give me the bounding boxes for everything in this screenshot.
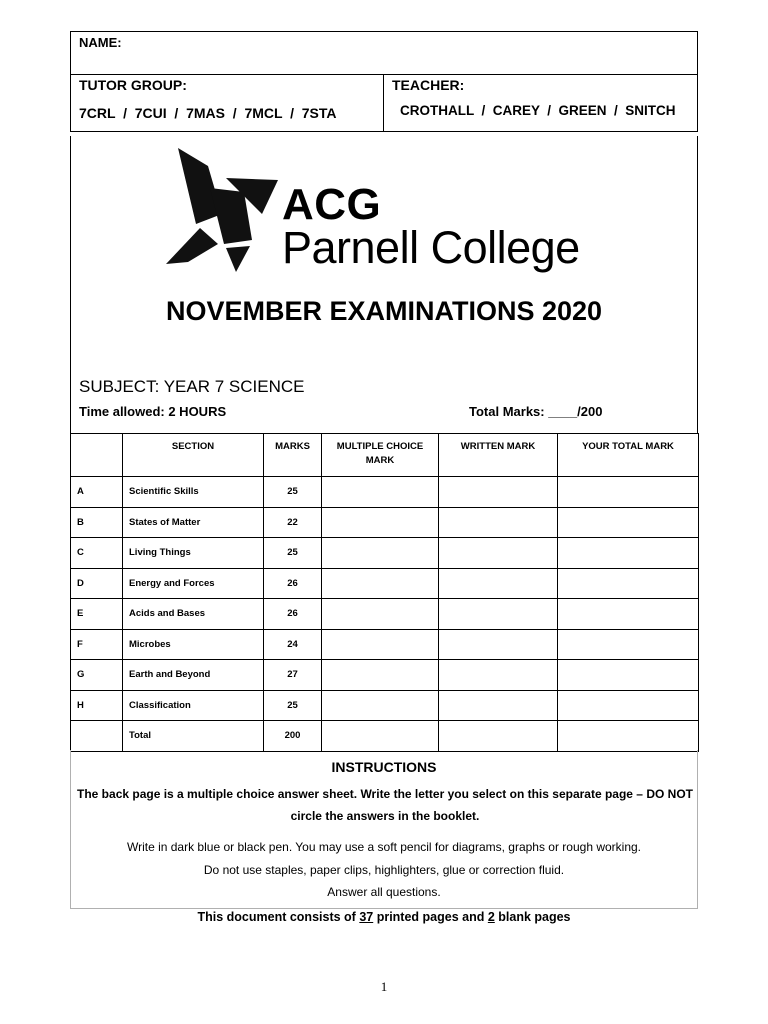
your-total-cell[interactable]: [558, 477, 699, 508]
printed-pages-count: 37: [359, 910, 374, 924]
section-name: States of Matter: [123, 507, 264, 538]
table-row: [71, 660, 699, 691]
name-label: NAME:: [79, 35, 122, 50]
mc-mark-cell[interactable]: [322, 690, 439, 721]
teacher-cell[interactable]: [384, 75, 698, 132]
table-row: [71, 477, 699, 508]
page-count-statement: [0, 910, 768, 924]
your-total-cell[interactable]: [558, 599, 699, 630]
header-marks: MARKS: [264, 434, 322, 477]
sections-marks-table: [70, 433, 699, 752]
written-mark-cell[interactable]: [439, 660, 558, 691]
section-marks: 27: [264, 660, 322, 691]
section-name: Energy and Forces: [123, 568, 264, 599]
instructions-answer-all: Answer all questions.: [327, 885, 441, 899]
section-letter: [71, 721, 123, 752]
written-mark-cell[interactable]: [439, 599, 558, 630]
written-mark-cell[interactable]: [439, 507, 558, 538]
your-total-cell[interactable]: [558, 660, 699, 691]
teacher-label: TEACHER:: [392, 77, 465, 93]
page-number: 1: [380, 979, 388, 994]
table-row: [71, 629, 699, 660]
section-letter: A: [71, 477, 123, 508]
section-marks: 25: [264, 538, 322, 569]
page-count-suffix: blank pages: [494, 910, 571, 924]
table-row: [71, 568, 699, 599]
mc-mark-total-cell[interactable]: [322, 721, 439, 752]
written-mark-cell[interactable]: [439, 690, 558, 721]
college-logo-name: Parnell College: [282, 222, 580, 273]
section-marks: 24: [264, 629, 322, 660]
section-marks: 26: [264, 568, 322, 599]
section-letter: C: [71, 538, 123, 569]
star-logo-icon: [166, 148, 282, 272]
header-section: SECTION: [123, 434, 264, 477]
section-letter: D: [71, 568, 123, 599]
mc-mark-cell[interactable]: [322, 660, 439, 691]
mc-mark-cell[interactable]: [322, 568, 439, 599]
your-total-cell[interactable]: [558, 568, 699, 599]
section-marks: 25: [264, 477, 322, 508]
written-mark-total-cell[interactable]: [439, 721, 558, 752]
instructions-materials: Do not use staples, paper clips, highlighters, glue or correction fluid.: [203, 863, 565, 877]
your-total-cell[interactable]: [558, 538, 699, 569]
mc-mark-cell[interactable]: [322, 629, 439, 660]
header-your-total: YOUR TOTAL MARK: [558, 434, 699, 477]
table-header-row: [71, 434, 699, 477]
header-mc-line2: MARK: [365, 455, 395, 466]
header-mc-line1: MULTIPLE CHOICE: [336, 441, 424, 452]
table-total-row: [71, 721, 699, 752]
written-mark-cell[interactable]: [439, 629, 558, 660]
table-row: [71, 599, 699, 630]
tutor-group-options: 7CRL / 7CUI / 7MAS / 7MCL / 7STA: [79, 105, 337, 121]
instructions-title: INSTRUCTIONS: [331, 759, 437, 775]
tutor-group-cell[interactable]: [71, 75, 384, 132]
written-mark-cell[interactable]: [439, 538, 558, 569]
section-name: Microbes: [123, 629, 264, 660]
student-info-box: [70, 31, 698, 132]
page-count-middle: printed pages and: [373, 910, 488, 924]
mc-mark-cell[interactable]: [322, 477, 439, 508]
your-total-cell[interactable]: [558, 690, 699, 721]
header-letter: [71, 434, 123, 477]
time-allowed: Time allowed: 2 HOURS: [79, 404, 227, 419]
mc-mark-cell[interactable]: [322, 507, 439, 538]
instructions-pen: Write in dark blue or black pen. You may use a soft pencil for diagrams, graphs or rough working.: [126, 840, 642, 854]
blank-pages-count: 2: [487, 910, 495, 924]
tutor-group-label: TUTOR GROUP:: [79, 77, 187, 93]
section-marks: 25: [264, 690, 322, 721]
your-total-cell[interactable]: [558, 507, 699, 538]
your-total-cell[interactable]: [558, 629, 699, 660]
exam-title: NOVEMBER EXAMINATIONS 2020: [165, 296, 603, 326]
header-written-mark: WRITTEN MARK: [439, 434, 558, 477]
section-letter: G: [71, 660, 123, 691]
written-mark-cell[interactable]: [439, 568, 558, 599]
section-name: Scientific Skills: [123, 477, 264, 508]
name-field[interactable]: [71, 32, 697, 75]
section-marks: 26: [264, 599, 322, 630]
section-name: Classification: [123, 690, 264, 721]
cover-main: [70, 136, 698, 434]
teacher-options: CROTHALL / CAREY / GREEN / SNITCH: [400, 103, 676, 118]
written-mark-cell[interactable]: [439, 477, 558, 508]
subject-line: SUBJECT: YEAR 7 SCIENCE: [79, 377, 305, 396]
table-row: [71, 690, 699, 721]
college-logo-acg: ACG: [282, 180, 382, 229]
section-letter: H: [71, 690, 123, 721]
section-marks: 22: [264, 507, 322, 538]
total-label: Total: [123, 721, 264, 752]
section-letter: E: [71, 599, 123, 630]
page-count-prefix: This document consists of: [197, 910, 360, 924]
table-row: [71, 507, 699, 538]
section-letter: B: [71, 507, 123, 538]
your-total-total-cell[interactable]: [558, 721, 699, 752]
section-name: Acids and Bases: [123, 599, 264, 630]
mc-mark-cell[interactable]: [322, 599, 439, 630]
instructions-box: [70, 750, 698, 909]
total-marks: Total Marks: ____/200: [469, 404, 603, 419]
header-multiple-choice: [322, 434, 439, 477]
section-name: Earth and Beyond: [123, 660, 264, 691]
section-name: Living Things: [123, 538, 264, 569]
table-row: [71, 538, 699, 569]
section-letter: F: [71, 629, 123, 660]
mc-mark-cell[interactable]: [322, 538, 439, 569]
instructions-answer-sheet: The back page is a multiple choice answer sheet. Write the letter you select on this separate page – DO NOT circle the answers in the booklet.: [77, 787, 693, 823]
total-marks-value: 200: [264, 721, 322, 752]
